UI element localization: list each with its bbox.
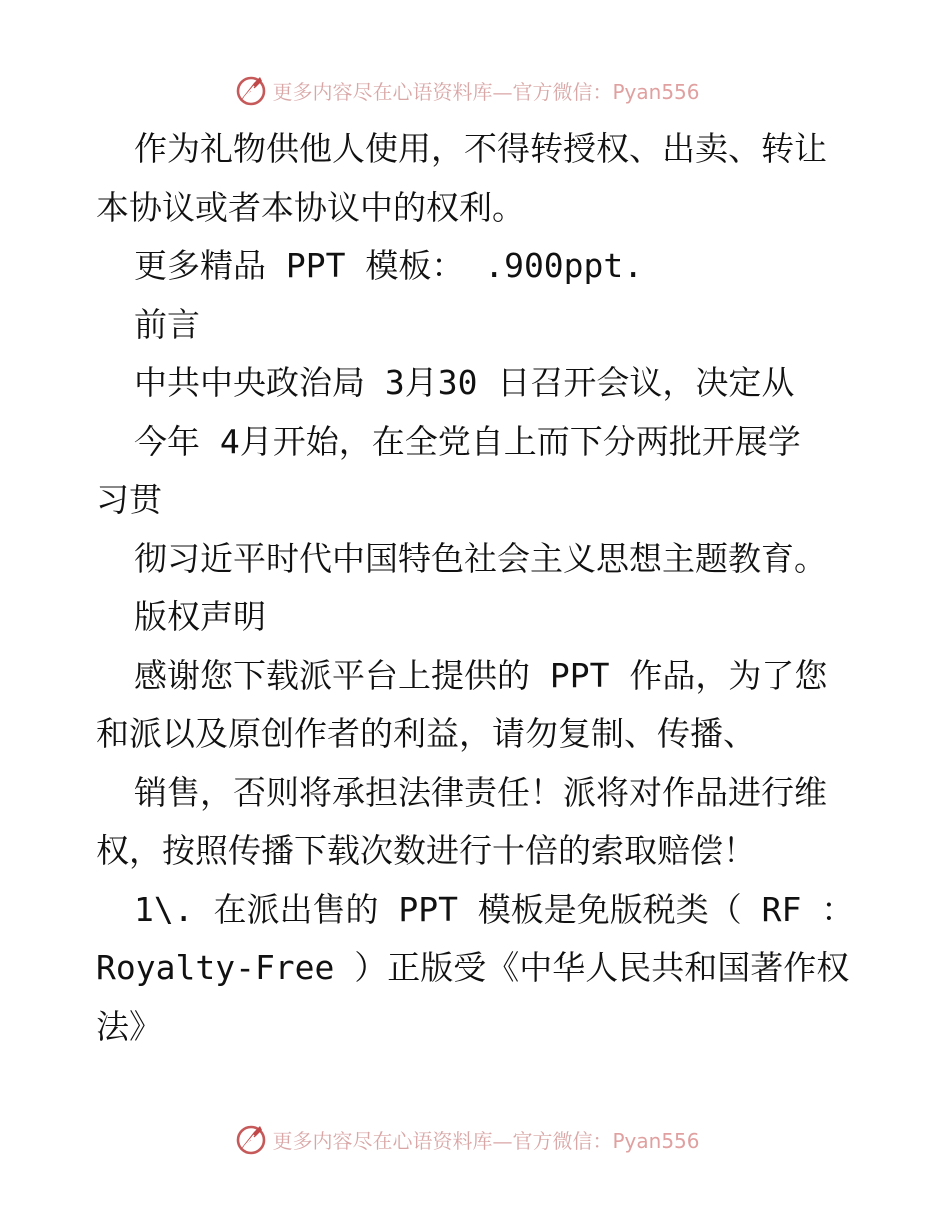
paragraph-line: 中共中央政治局 3月30 日召开会议，决定从 (134, 363, 795, 402)
header-banner-inner (234, 73, 699, 107)
paragraph-line: Royalty-Free ）正版受《中华人民共和国著作权 (96, 948, 850, 987)
header-banner-text (272, 76, 699, 105)
footer-banner-inner (234, 1122, 699, 1156)
paragraph-line: 和派以及原创作者的利益，请勿复制、传播、 (96, 714, 756, 753)
paragraph-line: 本协议或者本协议中的权利。 (96, 187, 525, 227)
footer-banner-text (272, 1125, 699, 1154)
paragraph-line: 版权声明 (134, 597, 266, 636)
paragraph-line: 销售，否则将承担法律责任！派将对作品进行维 (134, 772, 827, 812)
header-banner (0, 70, 950, 110)
paragraph-line: 感谢您下载派平台上提供的 PPT 作品，为了您 (134, 655, 828, 695)
header-banner-handle: Pyan556 (612, 79, 700, 104)
paragraph-line: 今年 4月开始，在全党自上而下分两批开展学 (134, 421, 801, 461)
paragraph-line: 习贯 (96, 480, 162, 519)
paragraph-line: 权，按照传播下载次数进行十倍的索取赔偿！ (96, 831, 756, 870)
paragraph-line: 前言 (134, 304, 200, 344)
footer-banner-handle: Pyan556 (612, 1128, 700, 1153)
document-body (96, 120, 866, 1056)
paragraph-line: 更多精品 PPT 模板： .900ppt. (134, 246, 644, 285)
paragraph-line: 彻习近平时代中国特色社会主义思想主题教育。 (134, 538, 827, 578)
paragraph-line: 1\. 在派出售的 PPT 模板是免版税类（ RF ： (134, 889, 855, 929)
paragraph-line: 作为礼物供他人使用，不得转授权、出卖、转让 (134, 129, 827, 168)
pen-nib-logo-icon (234, 1122, 268, 1156)
pen-nib-logo-icon (234, 73, 268, 107)
header-banner-label: 更多内容尽在心语资料库—官方微信： (272, 79, 613, 104)
footer-banner-label: 更多内容尽在心语资料库—官方微信： (272, 1128, 613, 1153)
footer-banner (0, 1119, 950, 1159)
paragraph-line: 法》 (96, 1006, 162, 1046)
